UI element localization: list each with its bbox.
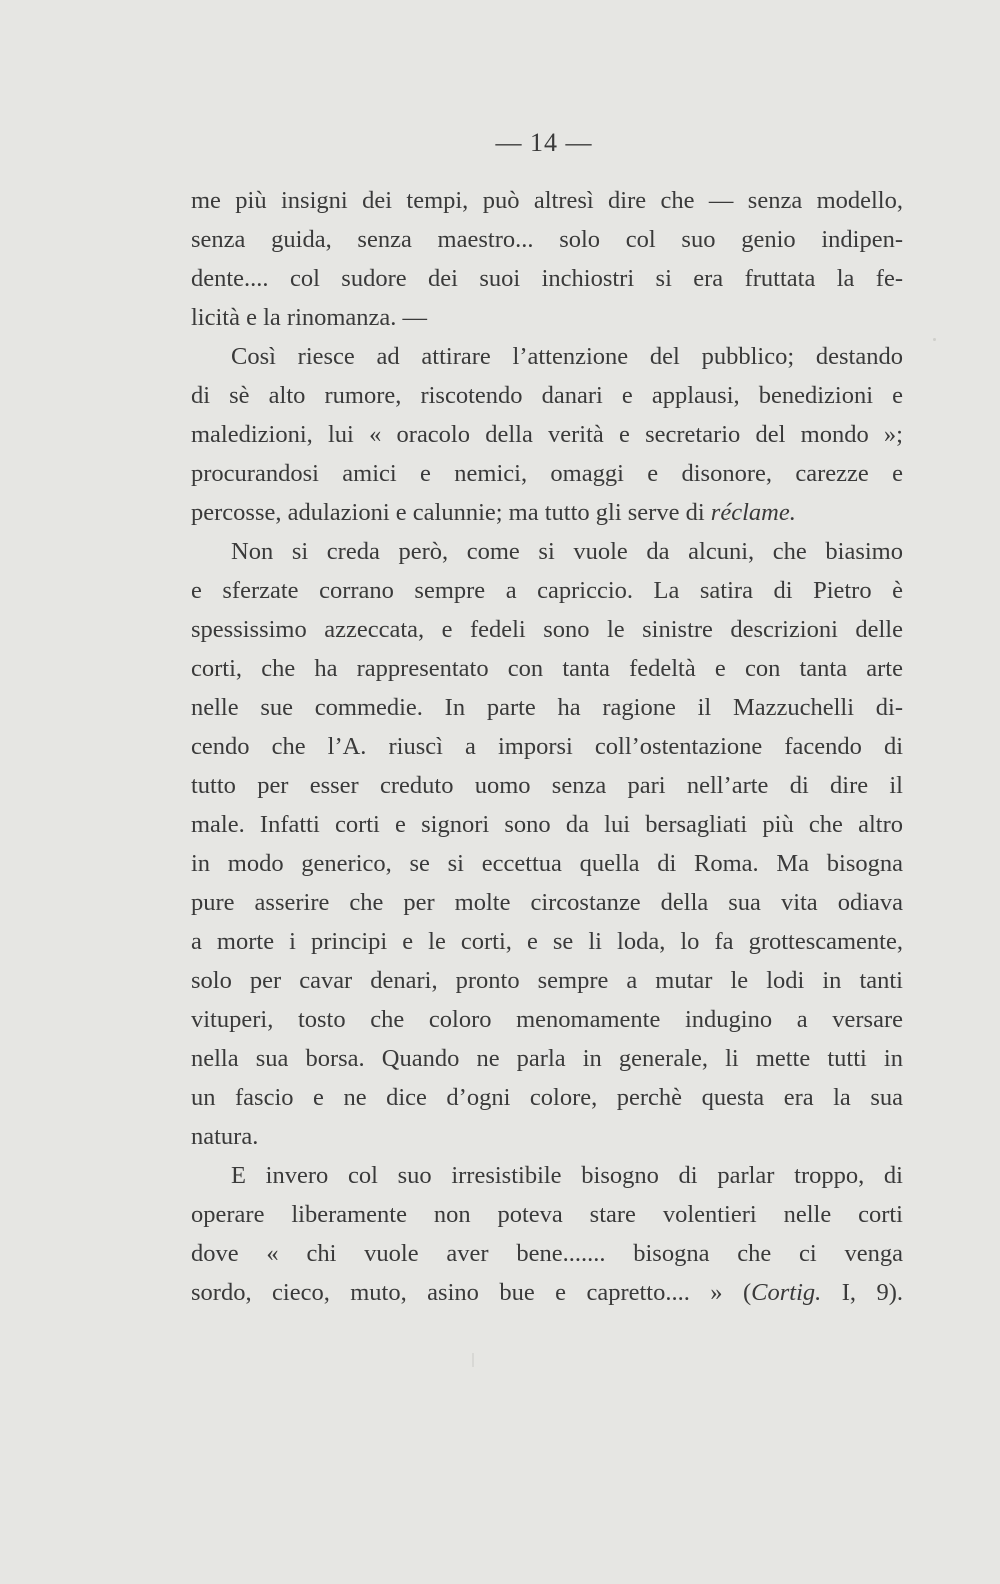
text-segment: sordo, cieco, muto, asino bue e capretto.... » ( [191, 1279, 752, 1306]
text-line: nella sua borsa. Quando ne parla in generale, li mette tutti in [191, 1045, 903, 1072]
text-line: nelle sue commedie. In parte ha ragione il Mazzuchelli di- [191, 694, 903, 721]
text-line: E invero col suo irresistibile bisogno di parlar troppo, di [231, 1162, 903, 1189]
paragraph [191, 1156, 903, 1312]
text-line: e sferzate corrano sempre a capriccio. La satira di Pietro è [191, 577, 903, 604]
text-line: Così riesce ad attirare l’attenzione del pubblico; destando [231, 343, 903, 370]
text-line: a morte i principi e le corti, e se li loda, lo fa grottescamente, [191, 928, 903, 955]
text-line: senza guida, senza maestro... solo col suo genio indipen- [191, 226, 903, 253]
text-line: licità e la rinomanza. — [191, 304, 428, 331]
italic-word: réclame. [710, 499, 796, 526]
text-segment: percosse, adulazioni e calunnie; ma tutto gli serve di [191, 499, 705, 526]
page-number: — 14 — [495, 128, 593, 157]
scan-speck [933, 338, 936, 341]
text-line [191, 493, 903, 532]
text-line: cendo che l’A. riuscì a imporsi coll’ostentazione facendo di [191, 733, 903, 760]
text-line: natura. [191, 1123, 259, 1150]
paragraph [191, 532, 903, 1156]
text-line [191, 1273, 903, 1312]
text-line: procurandosi amici e nemici, omaggi e disonore, carezze e [191, 460, 903, 487]
body-text [191, 181, 903, 1312]
text-line: di sè alto rumore, riscotendo danari e applausi, benedizioni e [191, 382, 903, 409]
italic-citation: Cortig. [751, 1279, 822, 1306]
text-line: dove « chi vuole aver bene....... bisogna che ci venga [191, 1240, 903, 1267]
text-line: male. Infatti corti e signori sono da lui bersagliati più che altro [191, 811, 903, 838]
text-line: Non si creda però, come si vuole da alcuni, che biasimo [231, 538, 903, 565]
scan-speck [472, 1353, 474, 1367]
text-line: spessissimo azzeccata, e fedeli sono le sinistre descrizioni delle [191, 616, 903, 643]
paragraph [191, 337, 903, 532]
text-line: solo per cavar denari, pronto sempre a mutar le lodi in tanti [191, 967, 903, 994]
text-line: corti, che ha rappresentato con tanta fedeltà e con tanta arte [191, 655, 903, 682]
text-line: pure asserire che per molte circostanze della sua vita odiava [191, 889, 903, 916]
text-line: un fascio e ne dice d’ogni colore, perchè questa era la sua [191, 1084, 903, 1111]
text-line: vituperi, tosto che coloro menomamente indugino a versare [191, 1006, 903, 1033]
text-line: maledizioni, lui « oracolo della verità e secretario del mondo »; [191, 421, 903, 448]
text-segment: I, 9). [821, 1279, 903, 1306]
text-line: tutto per esser creduto uomo senza pari nell’arte di dire il [191, 772, 903, 799]
text-line: in modo generico, se si eccettua quella di Roma. Ma bisogna [191, 850, 903, 877]
text-line: me più insigni dei tempi, può altresì dire che — senza modello, [191, 187, 903, 214]
text-line: operare liberamente non poteva stare volentieri nelle corti [191, 1201, 903, 1228]
paragraph [191, 181, 903, 337]
text-line: dente.... col sudore dei suoi inchiostri si era fruttata la fe- [191, 265, 903, 292]
